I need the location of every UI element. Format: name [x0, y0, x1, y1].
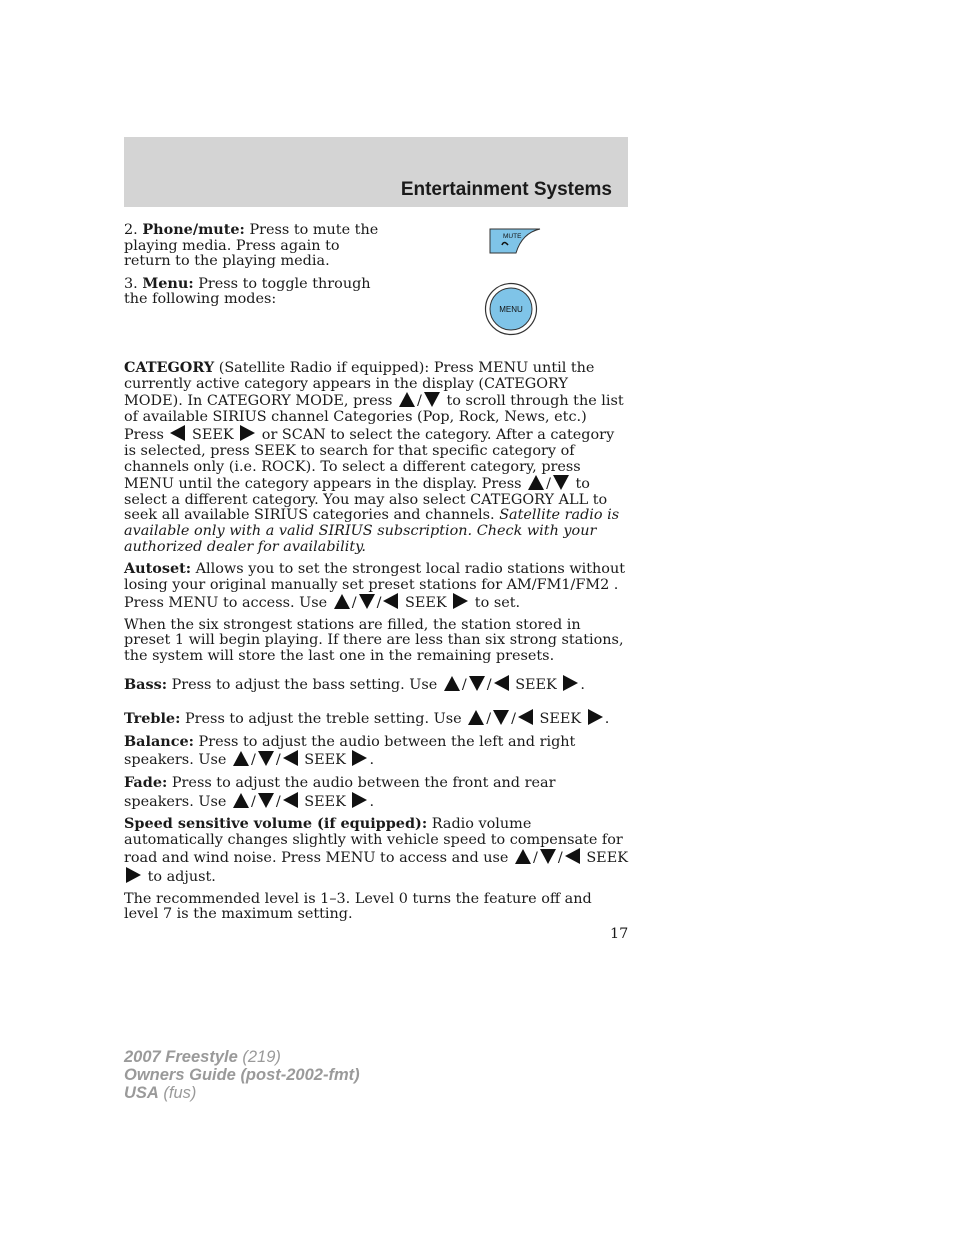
left-arrow-icon	[283, 750, 298, 766]
up-arrow-icon	[334, 594, 350, 609]
section-header	[124, 137, 628, 207]
left-arrow-icon	[565, 848, 580, 864]
up-arrow-icon	[233, 793, 249, 808]
left-arrow-icon	[170, 425, 185, 441]
right-arrow-icon	[240, 425, 255, 441]
treble-paragraph: Treble: Press to adjust the treble setting. Use / / SEEK .	[124, 710, 610, 728]
right-arrow-icon	[588, 709, 603, 725]
footer-line-3: USA (fus)	[124, 1084, 197, 1102]
speed-volume-paragraph: Speed sensitive volume (if equipped): Radio volume automatically changes slightly with vehicle speed to compensate for road and wind noise. Press MENU to access and use / / SEEK to adjust.	[124, 815, 628, 885]
autoset-paragraph: Autoset: Allows you to set the strongest local radio stations without losing your original manually set preset stations for AM/FM1/FM2 . Press MENU to access. Use / / SEEK to set.	[124, 560, 626, 612]
autoset-note: When the six strongest stations are filled, the station stored in preset 1 will begin playing. If there are less than six strong stations, the system will store the last one in the remaining presets.	[124, 616, 624, 665]
footer-line-1: 2007 Freestyle (219)	[124, 1048, 281, 1066]
up-arrow-icon	[468, 710, 484, 725]
left-arrow-icon	[283, 792, 298, 808]
right-arrow-icon	[453, 593, 468, 609]
bass-paragraph: Bass: Press to adjust the bass setting. Use / / SEEK .	[124, 675, 585, 693]
down-arrow-icon	[424, 392, 440, 407]
right-arrow-icon	[563, 675, 578, 691]
down-arrow-icon	[359, 594, 375, 609]
up-arrow-icon	[528, 475, 544, 490]
up-arrow-icon	[444, 676, 460, 691]
mute-icon-label: MUTE	[503, 233, 522, 240]
down-arrow-icon	[258, 751, 274, 766]
down-arrow-icon	[469, 676, 485, 691]
down-arrow-icon	[553, 475, 569, 490]
up-arrow-icon	[515, 849, 531, 864]
right-arrow-icon	[126, 867, 141, 883]
down-arrow-icon	[540, 849, 556, 864]
section-title: Entertainment Systems	[400, 179, 612, 200]
item-menu: 3. Menu: Press to toggle through the following modes:	[124, 274, 371, 308]
speed-volume-note: The recommended level is 1–3. Level 0 turns the feature off and level 7 is the maximum setting.	[124, 890, 592, 923]
menu-icon-label: MENU	[499, 305, 523, 314]
up-arrow-icon	[233, 751, 249, 766]
fade-paragraph: Fade: Press to adjust the audio between the front and rear speakers. Use / / SEEK .	[124, 774, 556, 810]
page-number: 17	[610, 926, 629, 942]
balance-paragraph: Balance: Press to adjust the audio between the left and right speakers. Use / / SEEK .	[124, 732, 576, 769]
left-arrow-icon	[518, 709, 533, 725]
down-arrow-icon	[258, 793, 274, 808]
category-paragraph: CATEGORY (Satellite Radio if equipped): Press MENU until the currently active category appears in the display (CATEGORY MODE). In CATEGORY MODE, press / to scroll through the list of available SIRIUS channel Categories (Pop, Rock, News, etc.) Press SEEK or SCAN to select the category. After a category is selected, press SEEK to search for that specific category of channels only (i.e. ROCK). To select a different category, press MENU until the category appears in the display. Press / to select a different category. You may also select CATEGORY ALL to seek all available SIRIUS categories and channels. Satellite radio is available only with a valid SIRIUS subscription. Check with your authorized dealer for availability.	[124, 358, 624, 555]
page-body	[124, 222, 628, 929]
right-arrow-icon	[352, 750, 367, 766]
left-arrow-icon	[383, 593, 398, 609]
left-arrow-icon	[494, 675, 509, 691]
down-arrow-icon	[493, 710, 509, 725]
up-arrow-icon	[399, 392, 415, 407]
document-footer	[124, 1048, 360, 1102]
footer-line-2: Owners Guide (post-2002-fmt)	[124, 1066, 360, 1084]
right-arrow-icon	[352, 792, 367, 808]
item-phone-mute: 2. Phone/mute: Press to mute the playing media. Press again to return to the playing media.	[124, 221, 379, 270]
